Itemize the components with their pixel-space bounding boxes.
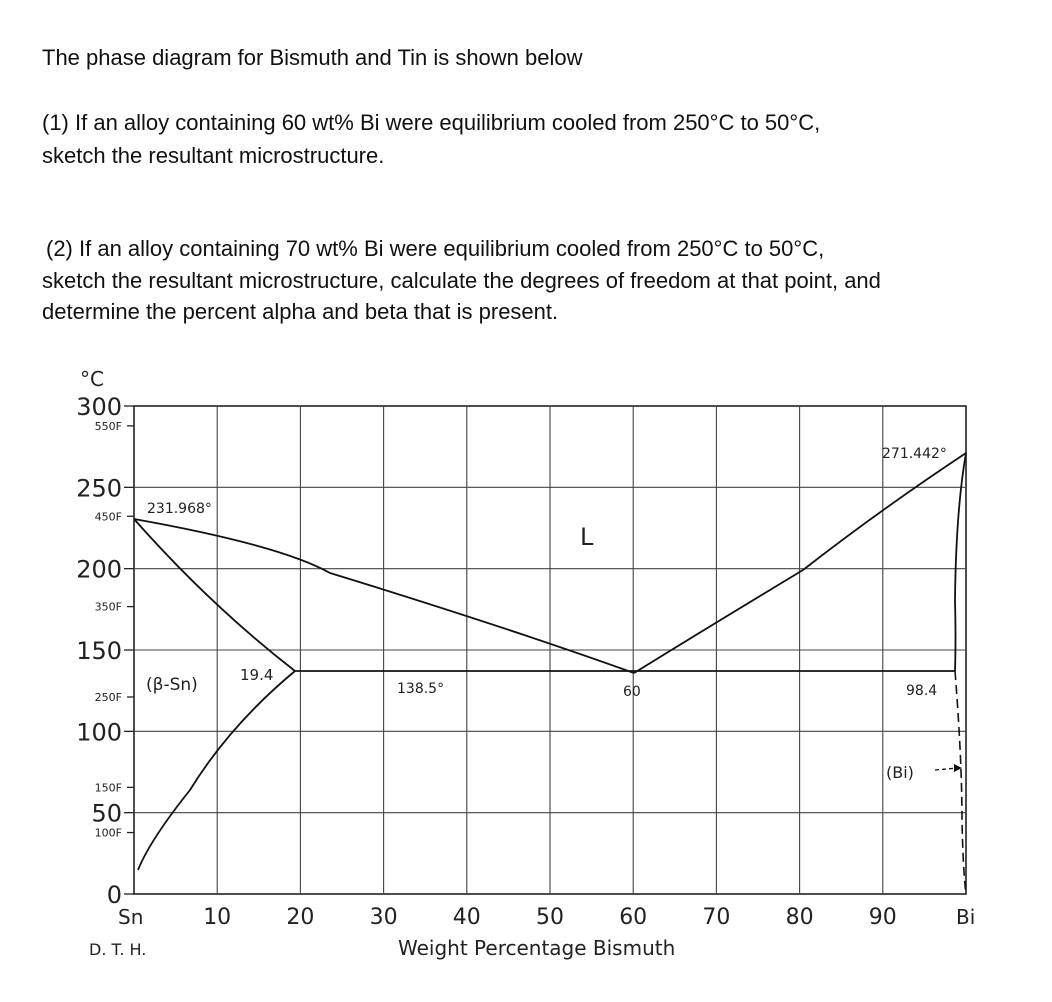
celsius-tick-label: 50	[91, 799, 122, 828]
solidus-left-curve	[134, 519, 295, 671]
solvus-left-curve	[138, 671, 295, 870]
x-tick-label: 30	[369, 905, 398, 930]
question-2-line-1: (2) If an alloy containing 70 wt% Bi were equilibrium cooled from 250°C to 50°C,	[46, 236, 825, 261]
x-tick-label: 40	[452, 905, 481, 930]
celsius-tick-label: 200	[76, 555, 122, 584]
bi-phase-label: (Bi)	[886, 763, 914, 782]
x-end-label-sn: Sn	[118, 905, 144, 929]
celsius-tick-label: 0	[106, 881, 122, 909]
intro-text: The phase diagram for Bismuth and Tin is shown below	[42, 45, 583, 70]
question-1-line-1: (1) If an alloy containing 60 wt% Bi were equilibrium cooled from 250°C to 50°C,	[42, 110, 821, 135]
x-tick-label: 60	[619, 905, 648, 930]
fahrenheit-tick-label: 550F	[94, 419, 122, 433]
fahrenheit-tick-label: 150F	[94, 781, 122, 795]
x-tick-label: 80	[785, 905, 814, 930]
question-2-line-2: sketch the resultant microstructure, calculate the degrees of freedom at that point, and	[42, 268, 881, 293]
fahrenheit-tick-label: 250F	[94, 690, 122, 704]
x-tick-label: 90	[868, 905, 897, 930]
bi-solubility-limit-label: 98.4	[906, 683, 938, 699]
celsius-tick-label: 150	[76, 637, 122, 665]
beta-sn-phase-label: (β-Sn)	[146, 675, 198, 695]
celsius-unit-label: °C	[80, 367, 104, 391]
eutectic-composition-label: 60	[623, 684, 641, 700]
sn-melting-point-label: 231.968°	[147, 501, 212, 517]
solidus-right-curve	[955, 453, 966, 671]
grid-lines	[134, 406, 966, 894]
question-1-line-2: sketch the resultant microstructure.	[42, 143, 385, 168]
x-axis-label: Weight Percentage Bismuth	[398, 936, 676, 960]
left-axis-ticks	[124, 406, 134, 894]
x-tick-label: 70	[702, 905, 731, 930]
fahrenheit-tick-label: 100F	[94, 826, 122, 840]
x-tick-label: 50	[536, 905, 564, 930]
fahrenheit-tick-label: 450F	[94, 510, 122, 524]
x-tick-label: 20	[286, 905, 315, 930]
solvus-right-curve	[955, 671, 966, 894]
x-tick-label: 10	[203, 905, 232, 930]
celsius-tick-label: 300	[76, 393, 122, 421]
x-end-label-bi: Bi	[956, 905, 976, 929]
bi-melting-point-label: 271.442°	[882, 446, 947, 462]
eutectic-temperature-label: 138.5°	[397, 681, 445, 697]
celsius-tick-label: 100	[76, 718, 122, 747]
sn-solubility-limit-label: 19.4	[240, 666, 274, 684]
celsius-tick-label: 250	[76, 474, 122, 503]
question-2-line-3: determine the percent alpha and beta that is present.	[42, 299, 559, 324]
liquid-region-label: L	[580, 523, 594, 551]
author-mark: D. T. H.	[89, 940, 147, 959]
fahrenheit-tick-label: 350F	[94, 600, 122, 614]
x-tick-labels	[203, 905, 897, 930]
